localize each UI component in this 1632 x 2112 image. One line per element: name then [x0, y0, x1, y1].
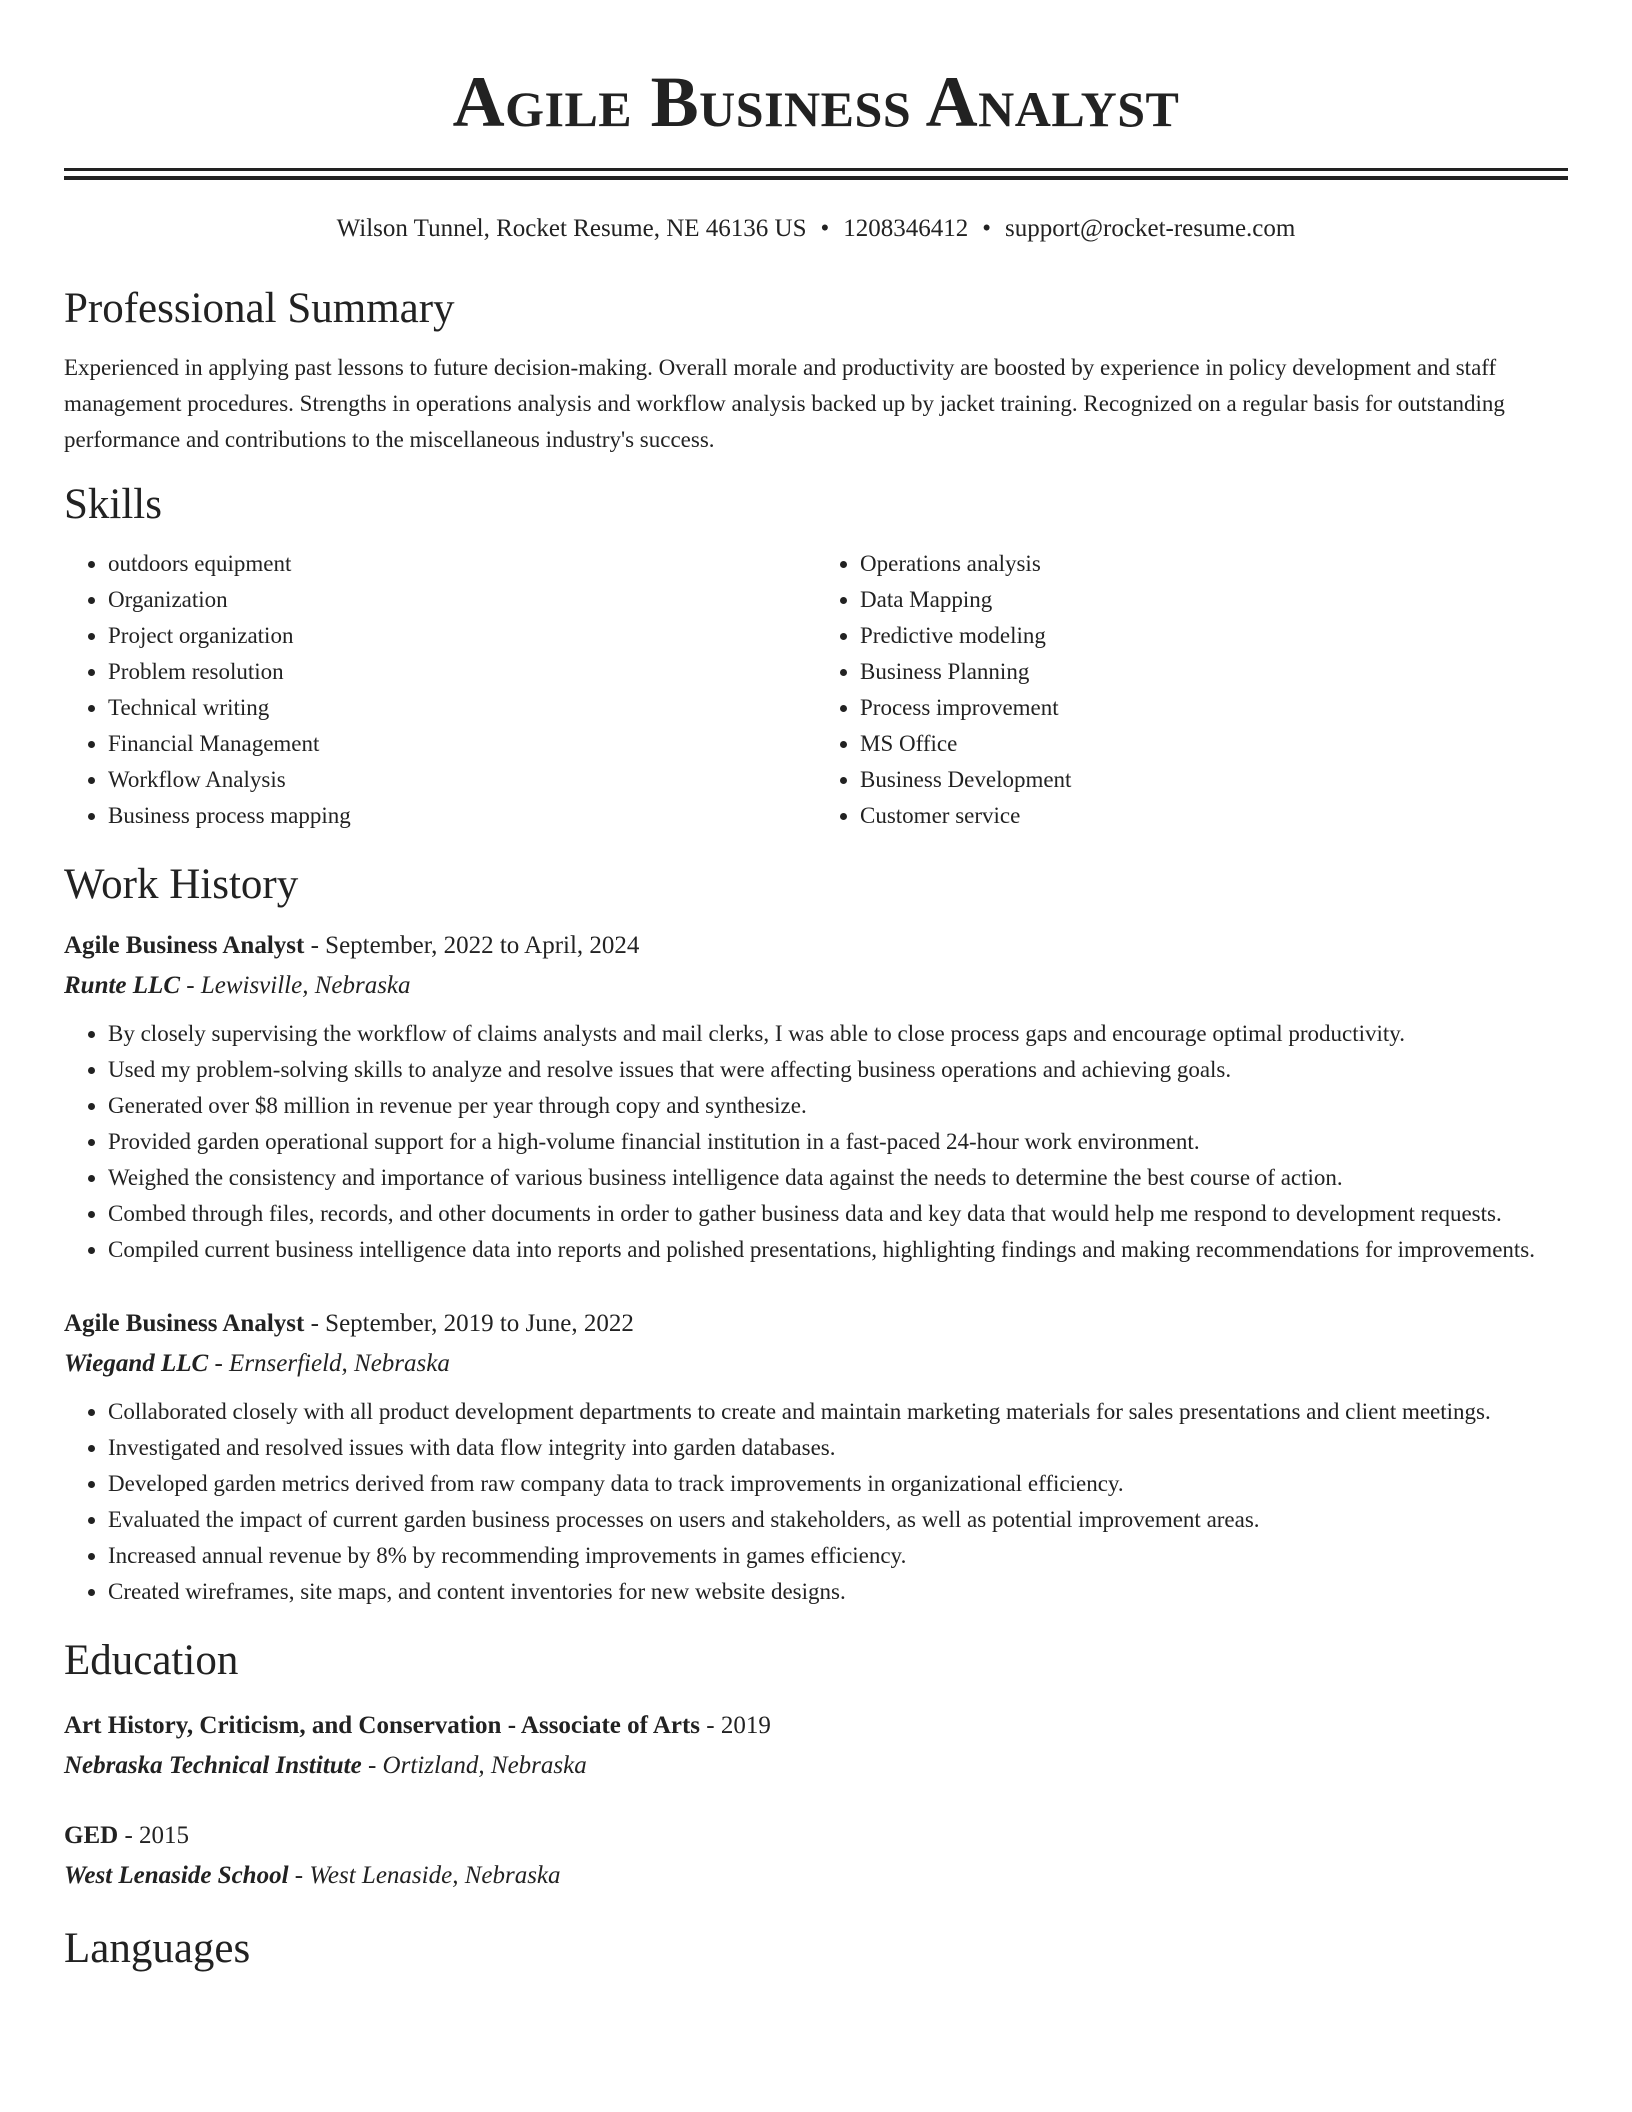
job-entry — [64, 1304, 1568, 1610]
education-heading: Education — [64, 1637, 239, 1684]
job-bullet: • Collaborated closely with all product development departments to create and maintain marketing materials for sales presentations and client meetings. — [108, 1394, 1568, 1430]
education-degree-line — [64, 1816, 1568, 1856]
skill-item: • Problem resolution — [108, 654, 816, 690]
job-bullet: • Investigated and resolved issues with data flow integrity into garden databases. — [108, 1430, 1568, 1466]
skills-list — [64, 546, 1568, 834]
job-title: Agile Business Analyst — [64, 932, 305, 959]
job-bullet: • Increased annual revenue by 8% by recommending improvements in games efficiency. — [108, 1538, 1568, 1574]
contact-separator: • — [820, 215, 830, 242]
skill-item: • Technical writing — [108, 690, 816, 726]
education-location: - West Lenaside, Nebraska — [288, 1862, 561, 1889]
skill-item: • outdoors equipment — [108, 546, 816, 582]
title-rule-top — [64, 168, 1568, 171]
summary-text: Experienced in applying past lessons to future decision-making. Overall morale and productivity are boosted by experience in policy development and staff management procedures. Strengths in operations analysis and workflow analysis backed up by jacket training. Recognized on a regular basis for outstanding performance and contributions to the miscellaneous industry's success. — [64, 355, 1505, 452]
job-bullets — [64, 1394, 1568, 1610]
education-degree: Art History, Criticism, and Conservation - Associate of Arts — [64, 1712, 701, 1739]
education-degree-line — [64, 1706, 1568, 1746]
job-dates: - September, 2022 to April, 2024 — [304, 932, 640, 959]
job-company-line — [64, 1344, 1568, 1384]
job-company-line — [64, 966, 1568, 1006]
contact-phone: 1208346412 — [843, 215, 969, 242]
job-bullet: • Combed through files, records, and other documents in order to gather business data and key data that would help me respond to development requests. — [108, 1196, 1568, 1232]
skill-item: • Customer service — [860, 798, 1568, 834]
work-history-heading: Work History — [64, 861, 299, 908]
skill-item: • Process improvement — [860, 690, 1568, 726]
education-school: West Lenaside School — [64, 1862, 289, 1889]
skill-item: • Business Planning — [860, 654, 1568, 690]
job-bullets — [64, 1016, 1568, 1268]
contact-email: support@rocket-resume.com — [1005, 215, 1296, 242]
education-year: - 2015 — [118, 1822, 190, 1849]
job-header — [64, 926, 1568, 966]
job-location: - Ernserfield, Nebraska — [208, 1350, 450, 1377]
job-bullet: • Compiled current business intelligence data into reports and polished presentations, highlighting findings and making recommendations for improvements. — [108, 1232, 1568, 1268]
education-school-line — [64, 1856, 1568, 1896]
job-bullet: • Used my problem-solving skills to analyze and resolve issues that were affecting business operations and achieving goals. — [108, 1052, 1568, 1088]
job-bullet: • By closely supervising the workflow of claims analysts and mail clerks, I was able to close process gaps and encourage optimal productivity. — [108, 1016, 1568, 1052]
job-dates: - September, 2019 to June, 2022 — [304, 1310, 634, 1337]
education-location: - Ortizland, Nebraska — [361, 1752, 587, 1779]
education-entry — [64, 1706, 1568, 1786]
title-rule-bottom — [64, 176, 1568, 180]
skills-column-right — [816, 546, 1568, 834]
resume-title: Agile Business Analyst — [452, 62, 1180, 142]
skill-item: • Business process mapping — [108, 798, 816, 834]
skill-item: • Predictive modeling — [860, 618, 1568, 654]
job-company: Runte LLC — [64, 972, 180, 999]
job-header — [64, 1304, 1568, 1344]
job-bullet: • Provided garden operational support for a high-volume financial institution in a fast-paced 24-hour work environment. — [108, 1124, 1568, 1160]
job-entry — [64, 926, 1568, 1268]
skills-column-left — [64, 546, 816, 834]
education-entry — [64, 1816, 1568, 1896]
job-bullet: • Evaluated the impact of current garden business processes on users and stakeholders, as well as potential improvement areas. — [108, 1502, 1568, 1538]
contact-address: Wilson Tunnel, Rocket Resume, NE 46136 US — [336, 215, 807, 242]
skill-item: • MS Office — [860, 726, 1568, 762]
job-bullet: • Generated over $8 million in revenue per year through copy and synthesize. — [108, 1088, 1568, 1124]
contact-line — [64, 214, 1568, 244]
skills-heading: Skills — [64, 481, 162, 528]
education-school-line — [64, 1746, 1568, 1786]
job-title: Agile Business Analyst — [64, 1310, 305, 1337]
job-bullet: • Developed garden metrics derived from raw company data to track improvements in organizational efficiency. — [108, 1466, 1568, 1502]
skill-item: • Data Mapping — [860, 582, 1568, 618]
skill-item: • Operations analysis — [860, 546, 1568, 582]
skill-item: • Project organization — [108, 618, 816, 654]
skill-item: • Organization — [108, 582, 816, 618]
education-degree: GED — [64, 1822, 119, 1849]
skill-item: • Business Development — [860, 762, 1568, 798]
job-location: - Lewisville, Nebraska — [180, 972, 411, 999]
summary-heading: Professional Summary — [64, 285, 455, 332]
languages-heading: Languages — [64, 1925, 251, 1972]
job-company: Wiegand LLC — [64, 1350, 209, 1377]
job-bullet: • Weighed the consistency and importance of various business intelligence data against the needs to determine the best course of action. — [108, 1160, 1568, 1196]
skill-item: • Financial Management — [108, 726, 816, 762]
skill-item: • Workflow Analysis — [108, 762, 816, 798]
job-bullet: • Created wireframes, site maps, and content inventories for new website designs. — [108, 1574, 1568, 1610]
contact-separator: • — [982, 215, 992, 242]
education-year: - 2019 — [700, 1712, 771, 1739]
education-school: Nebraska Technical Institute — [64, 1752, 362, 1779]
